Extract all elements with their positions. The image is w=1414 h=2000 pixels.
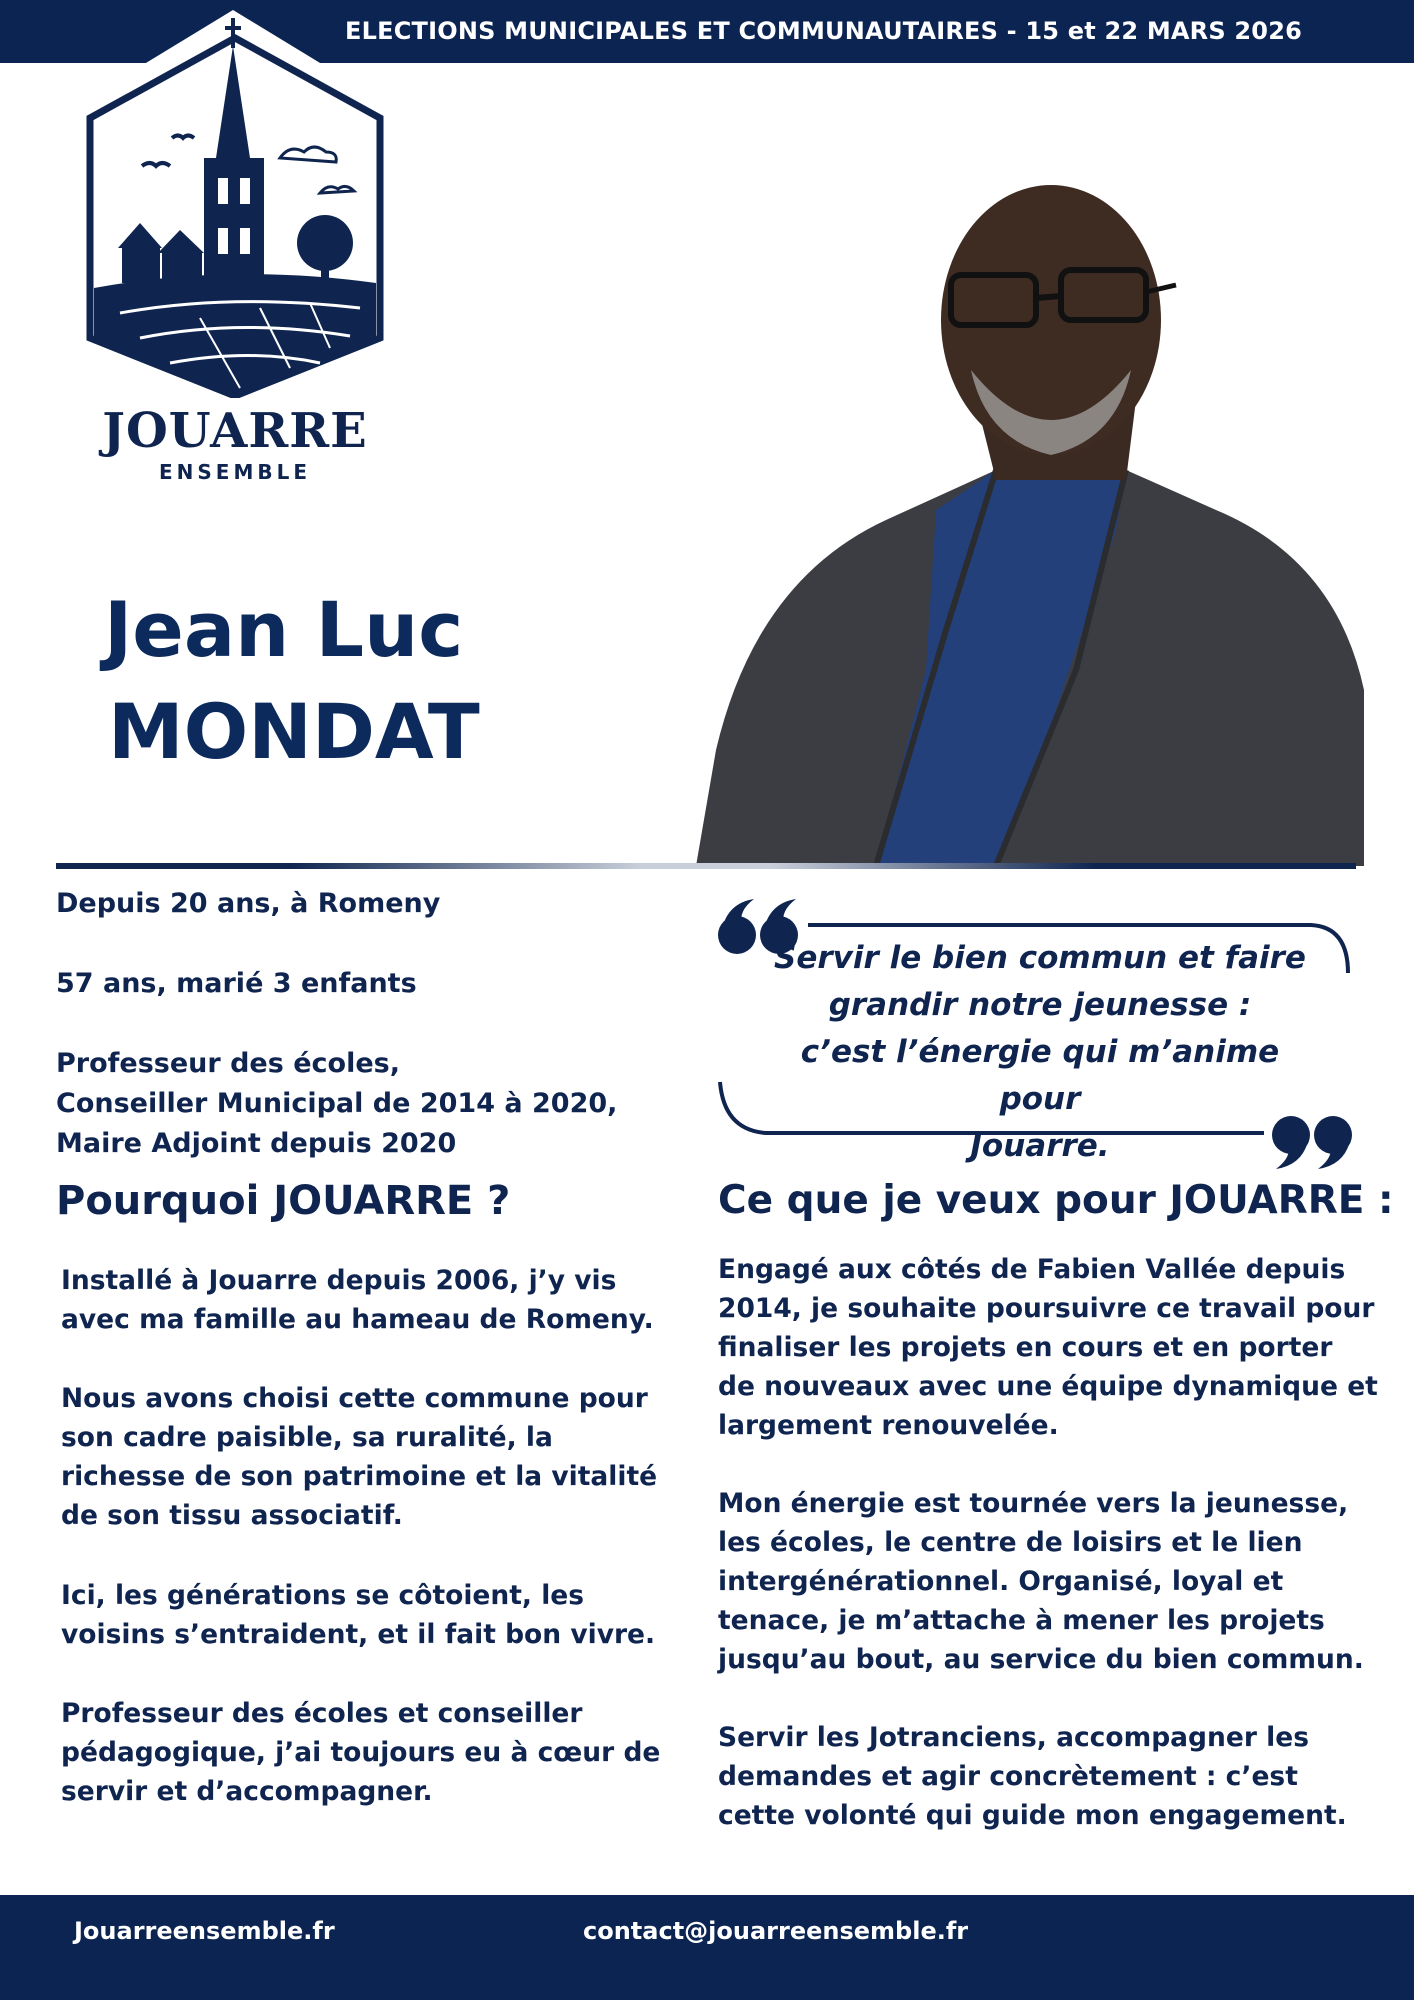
election-title: ELECTIONS MUNICIPALES ET COMMUNAUTAIRES - 15 et 22 MARS 2026 bbox=[345, 17, 1302, 45]
bio-residence: Depuis 20 ans, à Romeny bbox=[56, 888, 441, 919]
why-paragraph: Installé à Jouarre depuis 2006, j’y vis avec ma famille au hameau de Romeny. bbox=[61, 1265, 654, 1335]
bio-role-teacher: Professeur des écoles, bbox=[56, 1048, 400, 1079]
logo-name: JOUARRE bbox=[102, 403, 368, 459]
logo-subtitle: ENSEMBLE bbox=[158, 460, 312, 484]
candidate-quote bbox=[770, 935, 1310, 1170]
goals-paragraph: Mon énergie est tournée vers la jeunesse, les écoles, le centre de loisirs et le lien intergénérationnel. Organisé, loyal et tenace, je m’attache à mener les projets jusqu’au bout, au service du bien commun. bbox=[718, 1488, 1364, 1675]
quote-line: grandir notre jeunesse : bbox=[828, 987, 1252, 1023]
footer-bar bbox=[0, 1895, 1414, 2000]
bio-age-family: 57 ans, marié 3 enfants bbox=[56, 968, 417, 999]
bio-roles bbox=[56, 1044, 617, 1164]
quote-line: Servir le bien commun et faire bbox=[774, 940, 1306, 976]
goals-paragraph: Engagé aux côtés de Fabien Vallée depuis 2014, je souhaite poursuivre ce travail pour finaliser les projets en cours et en porter de nouveaux avec une équipe dynamique et largement renouvelée. bbox=[718, 1254, 1378, 1441]
candidate-last-name: MONDAT bbox=[108, 687, 480, 776]
quote-line: c’est l’énergie qui m’anime pour bbox=[800, 1034, 1280, 1117]
bio-role-deputy-mayor: Maire Adjoint depuis 2020 bbox=[56, 1128, 457, 1159]
candidate-photo bbox=[696, 110, 1364, 866]
goals-heading: Ce que je veux pour JOUARRE : bbox=[718, 1178, 1394, 1223]
section-divider bbox=[56, 863, 1356, 869]
website-link[interactable]: Jouarreensemble.fr bbox=[74, 1917, 335, 1945]
why-paragraph: Ici, les générations se côtoient, les voisins s’entraident, et il fait bon vivre. bbox=[61, 1580, 656, 1650]
campaign-logo bbox=[80, 18, 390, 488]
why-paragraph: Nous avons choisi cette commune pour son cadre paisible, sa ruralité, la richesse de son patrimoine et la vitalité de son tissu associatif. bbox=[61, 1383, 658, 1531]
why-jouarre-heading: Pourquoi JOUARRE ? bbox=[56, 1178, 511, 1224]
bio-role-councillor: Conseiller Municipal de 2014 à 2020, bbox=[56, 1088, 618, 1119]
goals-paragraph: Servir les Jotranciens, accompagner les demandes et agir concrètement : c’est cette volonté qui guide mon engagement. bbox=[718, 1722, 1347, 1831]
quote-line: Jouarre. bbox=[970, 1128, 1110, 1164]
why-paragraph: Professeur des écoles et conseiller pédagogique, j’ai toujours eu à cœur de servir et d’accompagner. bbox=[61, 1698, 661, 1807]
church-logo-icon bbox=[80, 18, 390, 398]
email-link[interactable]: contact@jouarreensemble.fr bbox=[583, 1917, 969, 1945]
candidate-first-name: Jean Luc bbox=[104, 585, 464, 674]
